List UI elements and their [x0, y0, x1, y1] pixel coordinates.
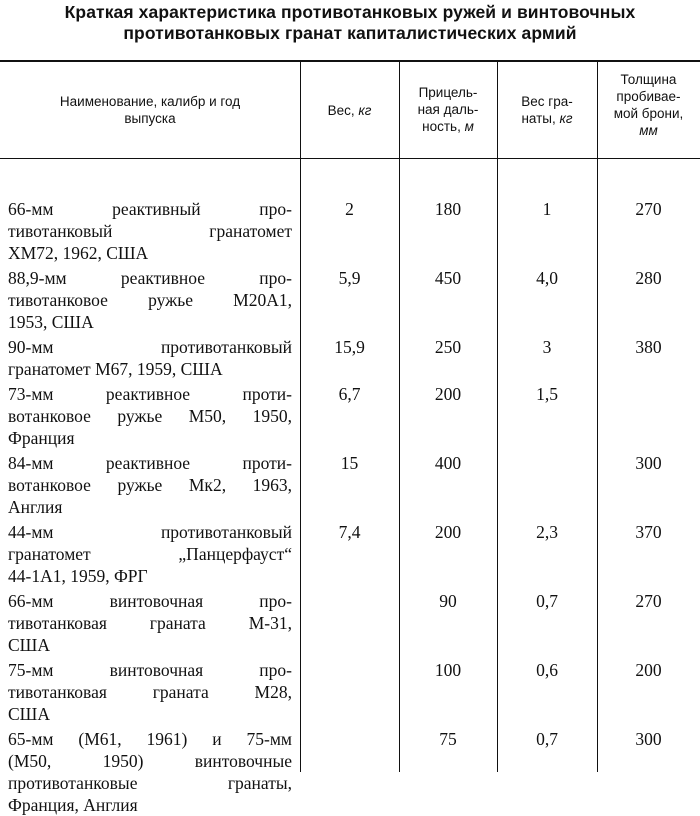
row-3-range: 250 — [434, 337, 462, 357]
header-name-line-1: Наименование, калибр и год — [59, 94, 241, 109]
table-title-line-1: Краткая характеристика противотанковых ружей и винтовочных — [64, 2, 636, 22]
row-5-name-line-3: Англия — [8, 497, 63, 517]
header-grenade-weight-line-1: Вес гра- — [521, 94, 573, 109]
header-armor-line-2: пробивае- — [616, 89, 681, 104]
header-name-line-2: выпуска — [124, 111, 176, 126]
header-rule — [0, 158, 700, 159]
row-9-range: 75 — [439, 729, 457, 749]
row-5-armor: 300 — [635, 453, 662, 473]
row-3-name-line-2: гранатомет M67, 1959, США — [8, 359, 223, 379]
row-4-grenade-weight: 1,5 — [536, 384, 558, 404]
row-3-name-line-1: 90-мм противотанковый — [8, 337, 292, 357]
row-7-armor: 270 — [635, 591, 662, 611]
row-4-name — [8, 383, 292, 449]
header-armor-line-1: Толщина — [620, 72, 677, 87]
row-2-grenade-weight: 4,0 — [536, 268, 558, 288]
row-5-range: 400 — [434, 453, 462, 473]
table-title — [0, 2, 700, 44]
row-7-name — [8, 590, 292, 656]
row-3-name — [8, 336, 292, 380]
row-5-weight: 15 — [340, 453, 359, 473]
header-grenade-weight-unit: кг — [559, 111, 573, 126]
row-2-name-line-3: 1953, США — [8, 312, 94, 332]
row-9-name-line-1: 65-мм (M61, 1961) и 75-мм — [8, 729, 292, 749]
row-7-name-line-3: США — [8, 635, 50, 655]
row-1-name — [8, 198, 292, 264]
row-2-name-line-1: 88,9-мм реактивное про- — [8, 268, 292, 288]
header-weight-unit: кг — [358, 103, 372, 118]
table-title-line-2: противотанковых гранат капиталистических армий — [123, 23, 577, 43]
row-8-range: 100 — [434, 660, 462, 680]
row-9-name-line-2: (M50, 1950) винтовочные — [8, 751, 292, 771]
row-8-name-line-2: тивотанковая граната M28, — [8, 682, 292, 702]
header-grenade-weight-line-2-text: наты, — [521, 111, 556, 126]
header-weight — [300, 102, 399, 119]
row-3-armor: 380 — [635, 337, 662, 357]
row-3-grenade-weight: 3 — [542, 337, 552, 357]
row-1-grenade-weight: 1 — [542, 199, 552, 219]
row-2-armor: 280 — [635, 268, 662, 288]
row-2-range: 450 — [434, 268, 462, 288]
row-4-weight: 6,7 — [338, 384, 361, 404]
row-9-grenade-weight: 0,7 — [536, 729, 558, 749]
header-range — [399, 84, 497, 135]
row-1-weight: 2 — [345, 199, 354, 219]
row-5-name-line-2: вотанковое ружье Мк2, 1963, — [8, 475, 292, 495]
row-2-name — [8, 267, 292, 333]
row-1-range: 180 — [434, 199, 462, 219]
header-armor-unit — [597, 122, 700, 139]
row-9-name-line-3: противотанковые гранаты, — [8, 773, 292, 793]
header-armor — [597, 71, 700, 139]
row-6-name-line-2: гранатомет „Панцерфауст“ — [8, 544, 292, 564]
row-6-name — [8, 521, 292, 587]
row-9-name — [8, 728, 292, 816]
row-3-weight: 15,9 — [334, 337, 365, 357]
row-7-range: 90 — [439, 591, 457, 611]
row-4-name-line-2: вотанковое ружье M50, 1950, — [8, 406, 292, 426]
header-armor-unit-text: мм — [639, 123, 658, 138]
row-2-name-line-2: тивотанковое ружье M20A1, — [8, 290, 292, 310]
row-4-name-line-3: Франция — [8, 428, 75, 448]
row-6-armor: 370 — [635, 522, 662, 542]
row-1-name-line-2: тивотанковый гранатомет — [8, 221, 292, 241]
row-5-name — [8, 452, 292, 518]
row-4-name-line-1: 73-мм реактивное проти- — [8, 384, 292, 404]
row-9-armor: 300 — [635, 729, 662, 749]
row-1-armor: 270 — [635, 199, 662, 219]
header-armor-line-3: мой брони, — [613, 106, 684, 121]
row-5-name-line-1: 84-мм реактивное проти- — [8, 453, 292, 473]
header-range-line-3-text: ность, — [422, 119, 461, 134]
row-8-name — [8, 659, 292, 725]
row-6-weight: 7,4 — [338, 522, 361, 542]
row-7-grenade-weight: 0,7 — [536, 591, 558, 611]
row-2-weight: 5,9 — [338, 268, 361, 288]
header-grenade-weight — [497, 93, 597, 127]
header-range-line-3 — [399, 118, 497, 135]
top-rule — [0, 60, 700, 62]
row-8-grenade-weight: 0,6 — [536, 660, 558, 680]
row-6-name-line-3: 44-1A1, 1959, ФРГ — [8, 566, 148, 586]
row-4-range: 200 — [434, 384, 462, 404]
row-6-range: 200 — [434, 522, 462, 542]
row-6-name-line-1: 44-мм противотанковый — [8, 522, 292, 542]
row-1-name-line-3: XM72, 1962, США — [8, 243, 149, 263]
row-7-name-line-2: тивотанковая граната M-31, — [8, 613, 292, 633]
row-8-name-line-3: США — [8, 704, 50, 724]
header-grenade-weight-line-2 — [497, 110, 597, 127]
column-divider-1 — [300, 61, 301, 772]
row-6-grenade-weight: 2,3 — [536, 522, 558, 542]
row-7-name-line-1: 66-мм винтовочная про- — [8, 591, 292, 611]
row-1-name-line-1: 66-мм реактивный про- — [8, 199, 292, 219]
header-name — [0, 93, 300, 127]
row-8-armor: 200 — [635, 660, 662, 680]
row-9-name-line-4: Франция, Англия — [8, 795, 138, 815]
header-range-line-1: Прицель- — [418, 85, 478, 100]
row-8-name-line-1: 75-мм винтовочная про- — [8, 660, 292, 680]
header-weight-label: Вес, — [327, 103, 355, 118]
header-range-unit: м — [464, 119, 474, 134]
header-range-line-2: ная даль- — [417, 102, 479, 117]
